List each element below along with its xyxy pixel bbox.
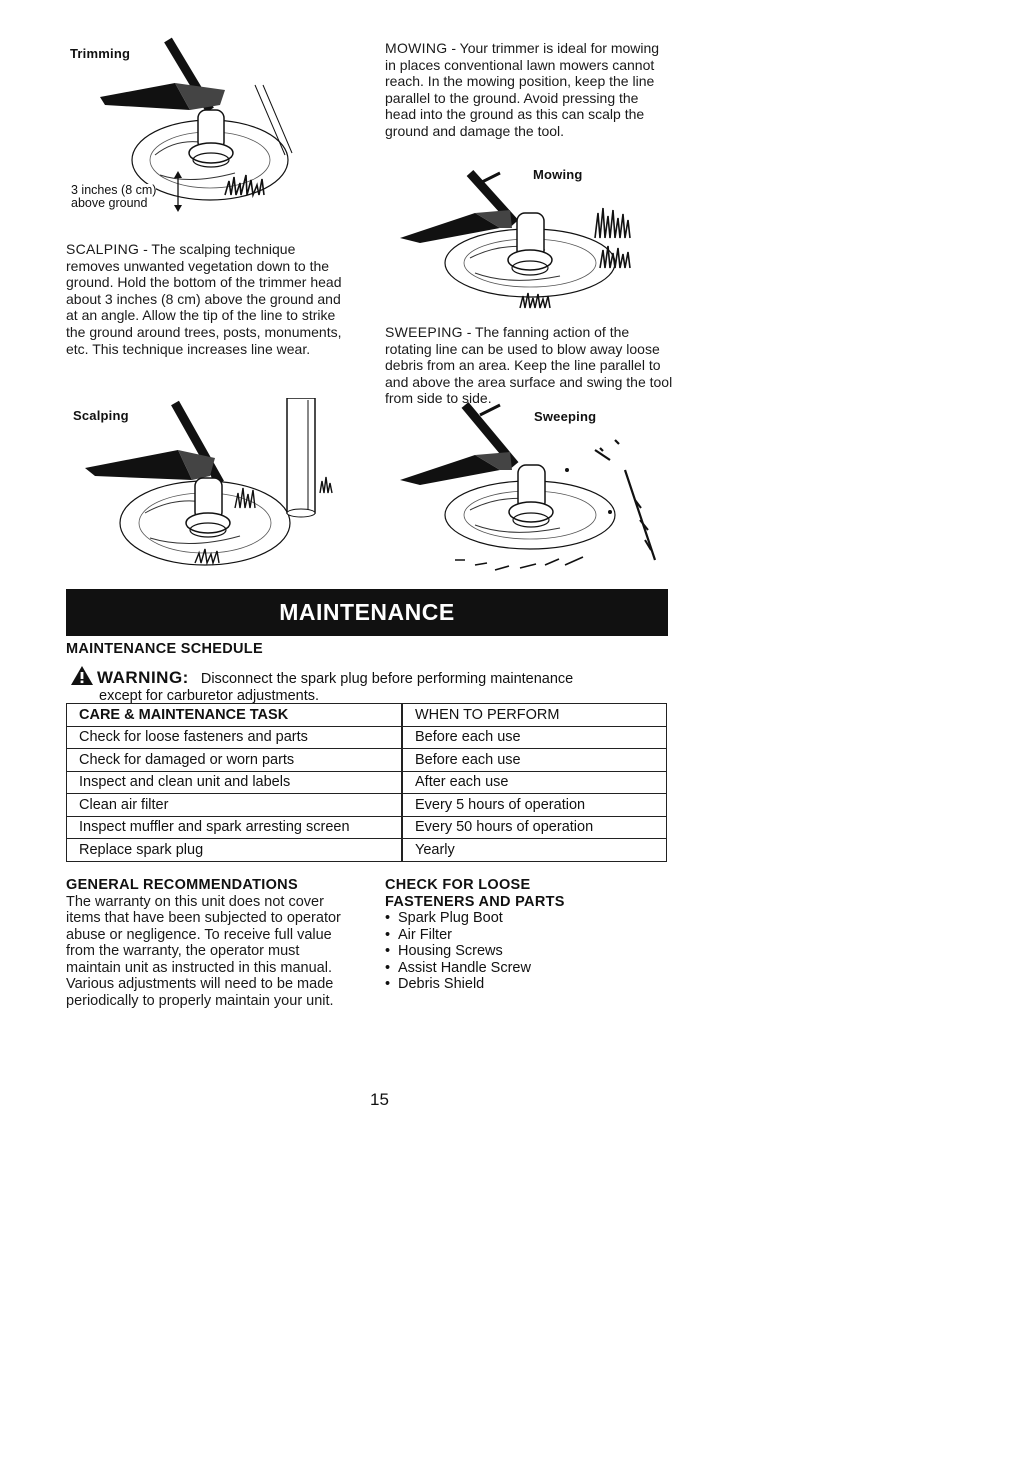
sweeping-paragraph <box>385 324 675 407</box>
table-header-row <box>67 704 667 727</box>
sweeping-illustration <box>395 400 665 580</box>
warning-label: WARNING: <box>97 668 189 687</box>
task-cell: Clean air filter <box>67 794 403 817</box>
sweeping-caption: Sweeping <box>534 409 597 424</box>
list-item: • Housing Screws <box>385 943 665 960</box>
height-label-line2: above ground <box>71 196 148 210</box>
scalping-caption: Scalping <box>73 408 129 423</box>
warning-text-cont: except for carburetor adjustments. <box>99 688 320 704</box>
list-item: • Debris Shield <box>385 976 665 993</box>
task-cell: Replace spark plug <box>67 839 403 862</box>
when-cell: Yearly <box>402 839 667 862</box>
list-item: • Spark Plug Boot <box>385 910 665 927</box>
task-cell: Inspect and clean unit and labels <box>67 771 403 794</box>
when-cell: Every 5 hours of operation <box>402 794 667 817</box>
check-heading-line1: CHECK FOR LOOSE <box>385 877 531 893</box>
when-cell: After each use <box>402 771 667 794</box>
warning-triangle-icon <box>70 665 94 686</box>
table-row <box>67 771 667 794</box>
table-row <box>67 816 667 839</box>
check-list <box>385 910 665 993</box>
task-cell: Check for loose fasteners and parts <box>67 726 403 749</box>
task-cell: Check for damaged or worn parts <box>67 749 403 772</box>
warning-text: Disconnect the spark plug before performing maintenance <box>200 671 574 687</box>
maintenance-banner: MAINTENANCE <box>66 589 668 636</box>
maintenance-schedule-title: MAINTENANCE SCHEDULE <box>66 641 263 657</box>
scalping-paragraph <box>66 241 346 357</box>
scalping-illustration <box>70 398 350 578</box>
mowing-paragraph <box>385 40 665 140</box>
general-recommendations <box>66 877 351 1009</box>
table-row <box>67 726 667 749</box>
warning-block <box>70 665 670 705</box>
table-row <box>67 839 667 862</box>
mowing-illustration <box>390 168 670 318</box>
list-item: • Air Filter <box>385 927 665 944</box>
header-task: CARE & MAINTENANCE TASK <box>67 704 403 727</box>
when-cell: Every 50 hours of operation <box>402 816 667 839</box>
when-cell: Before each use <box>402 726 667 749</box>
trimming-height-label <box>71 184 156 210</box>
header-when: WHEN TO PERFORM <box>402 704 667 727</box>
page-number: 15 <box>370 1090 389 1109</box>
mowing-label: MOWING <box>385 40 448 56</box>
trimming-caption: Trimming <box>70 46 131 61</box>
sweeping-label: SWEEPING <box>385 324 463 340</box>
scalping-text: - The scalping technique removes unwanted vegetation down to the ground. Hold the bottom of the trimmer head about 3 inches (8 cm) above the ground and at an angle. Allow the tip of the line to strike the ground around trees, posts, monuments, etc. This technique increases line wear. <box>66 241 342 357</box>
sweeping-text: - The fanning action of the rotating line can be used to blow away loose debris from an area. Keep the line parallel to and above the area surface and swing the tool from side to side. <box>385 324 673 407</box>
check-loose-section <box>385 877 665 993</box>
task-cell: Inspect muffler and spark arresting screen <box>67 816 403 839</box>
mowing-caption: Mowing <box>533 167 583 182</box>
scalping-label: SCALPING <box>66 241 140 257</box>
table-row <box>67 794 667 817</box>
table-row <box>67 749 667 772</box>
general-heading: GENERAL RECOMMENDATIONS <box>66 877 298 893</box>
list-item: • Assist Handle Screw <box>385 960 665 977</box>
general-text: The warranty on this unit does not cover items that have been subjected to operator abuse or negligence. To receive full value from the warranty, the operator must maintain unit as instructed in this manual. Various adjustments will need to be made periodically to properly maintain your unit. <box>66 893 341 1009</box>
maintenance-schedule-table <box>66 703 667 862</box>
check-heading-line2: FASTENERS AND PARTS <box>385 893 565 910</box>
mowing-text: - Your trimmer is ideal for mowing in places conventional lawn mowers cannot reach. In the mowing position, keep the line parallel to the ground. Avoid pressing the head into the ground as this can scalp the ground and damage the tool. <box>385 40 660 139</box>
height-label-line1: 3 inches (8 cm) <box>71 183 157 197</box>
when-cell: Before each use <box>402 749 667 772</box>
